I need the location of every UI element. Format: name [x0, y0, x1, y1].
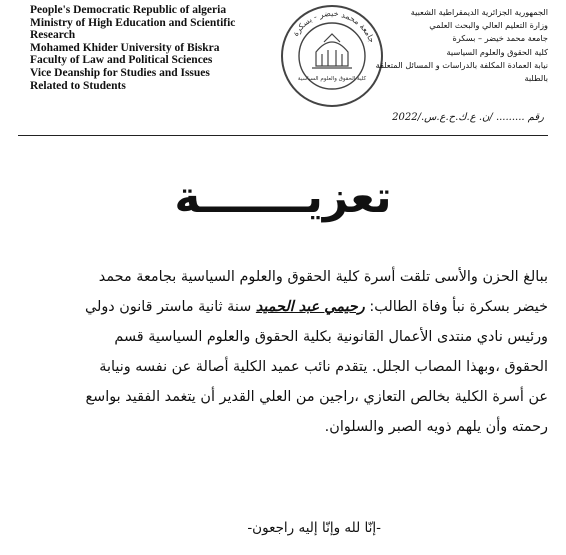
body-line: ببالغ الحزن والأسى تلقت أسرة كلية الحقوق والعلوم السياسية بجامعة محمد — [98, 269, 548, 285]
document-title: تعزيـــــــة — [174, 172, 392, 223]
condolence-body — [18, 262, 548, 442]
body-line: الحقوق ،وبهذا المصاب الجلل. يتقدم نائب عميد الكلية أصالة عن نفسه ونيابة — [99, 359, 548, 375]
header-ar-line: جامعة محمد خيضر – بسكرة — [452, 33, 548, 44]
header-ar-line: كلية الحقوق والعلوم السياسية — [446, 46, 548, 57]
header-arabic — [333, 6, 548, 85]
header-divider — [18, 135, 548, 136]
header-ar-line: وزارة التعليم العالي والبحث العلمي — [429, 20, 548, 31]
header-english — [30, 4, 280, 92]
header-en-line: People's Democratic Republic of algeria — [30, 4, 227, 16]
body-line: عن أسرة الكلية بخالص التعازي ،راجين من العلي القدير أن يتغمد الفقيد بواسع — [85, 389, 548, 405]
header-ar-line: نيابة العمادة المكلفة بالدراسات و المسائل المتعلقة — [375, 59, 548, 70]
body-line: ورئيس نادي منتدى الأعمال القانونية بكلية الحقوق والعلوم السياسية قسم — [114, 329, 548, 345]
student-name: رحيمي عبد الحميد — [255, 298, 365, 315]
header-ar-line: الجمهورية الجزائرية الديمقراطية الشعبية — [410, 7, 548, 17]
header-en-line: Faculty of Law and Political Sciences — [30, 54, 213, 67]
header-en-line: Mohamed Khider University of Biskra — [30, 41, 220, 54]
header-en-line: Research — [30, 29, 76, 42]
header-ar-line: بالطلبة — [524, 73, 548, 84]
header-en-line: Vice Deanship for Studies and Issues — [30, 66, 210, 79]
closing-phrase: -إنّا لله وإنّا إليه راجعون- — [247, 520, 381, 536]
header-en-line: Related to Students — [30, 79, 126, 92]
body-line: رحمته وأن يلهم ذويه الصبر والسلوان. — [324, 419, 548, 435]
body-line — [18, 292, 548, 322]
header-en-line: Ministry of High Education and Scientific — [30, 16, 236, 29]
seal-outer-text: جامعة محمد خيضر - بسكرة — [290, 8, 377, 44]
seal-inner-text: كلية الحقوق والعلوم السياسية — [297, 76, 367, 82]
body-text: سنة ثانية ماستر قانون دولي — [84, 299, 252, 315]
reference-number: رقم ......... /ن. ع.ك.ح.ع.س./2022 — [392, 112, 544, 123]
body-text: خيضر بسكرة نبأ وفاة الطالب: — [369, 299, 548, 315]
